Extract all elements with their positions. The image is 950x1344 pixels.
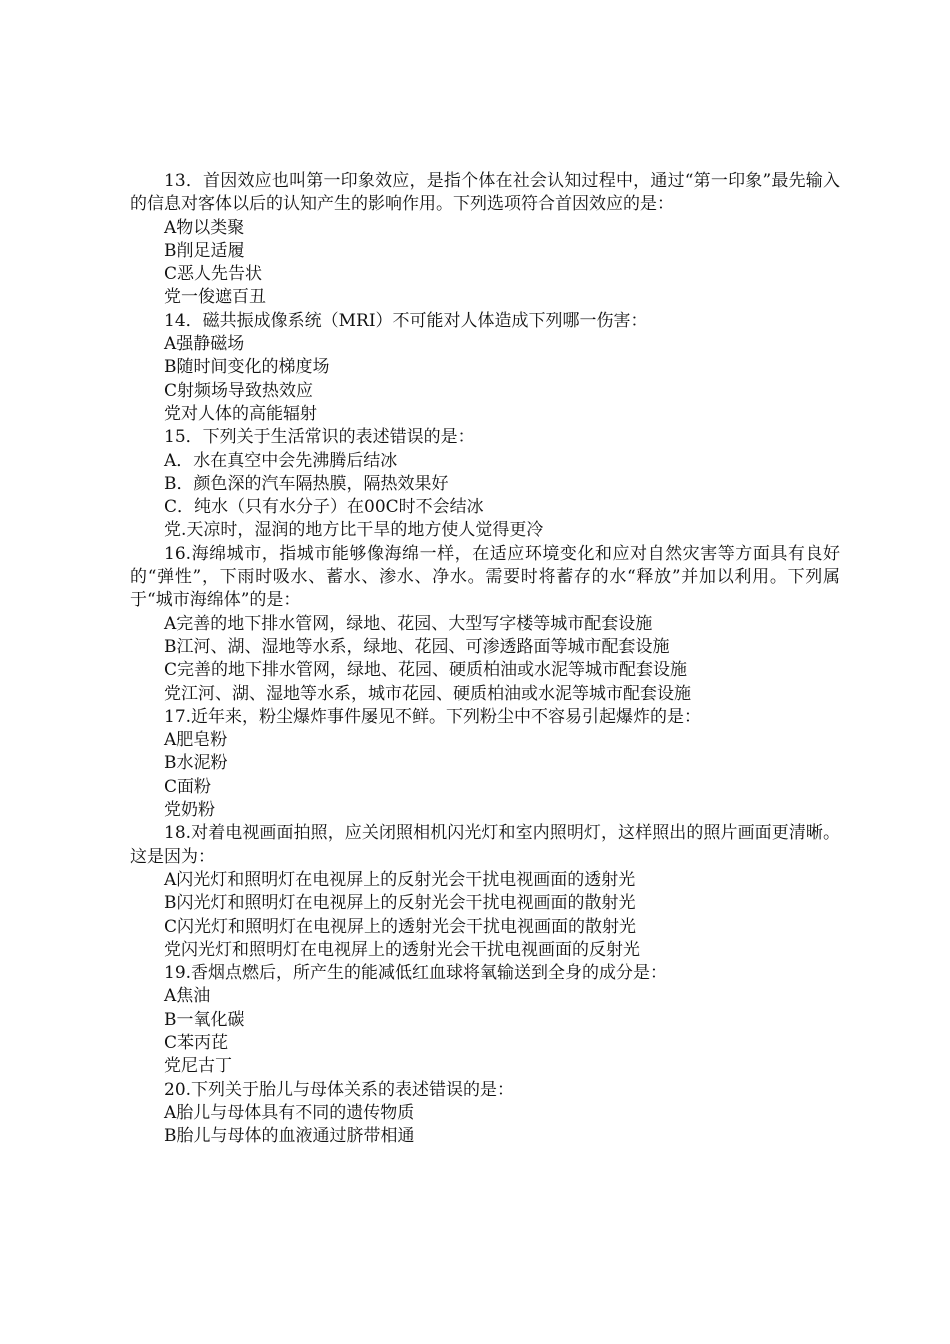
option-c: C苯丙芘 xyxy=(164,1032,229,1053)
question-stem: 19.香烟点燃后，所产生的能减低红血球将氧输送到全身的成分是： xyxy=(164,963,668,984)
option-a: A强静磁场 xyxy=(164,334,245,355)
question-stem: 13．首因效应也叫第一印象效应，是指个体在社会认知过程中，通过“第一印象”最先输入的信息对客体以后的认知产生的影响作用。下列选项符合首因效应的是： xyxy=(130,171,840,215)
option-a: A完善的地下排水管网，绿地、花园、大型写字楼等城市配套设施 xyxy=(164,613,653,634)
question-stem: 15．下列关于生活常识的表述错误的是： xyxy=(164,427,475,448)
option-c: C面粉 xyxy=(164,776,212,797)
option-c: C射频场导致热效应 xyxy=(164,380,314,401)
document-page xyxy=(130,170,840,1148)
option-d: 党闪光灯和照明灯在电视屏上的透射光会干扰电视画面的反射光 xyxy=(164,939,640,960)
option-b: B闪光灯和照明灯在电视屏上的反射光会干扰电视画面的散射光 xyxy=(164,893,636,914)
option-d: 党奶粉 xyxy=(164,800,215,821)
option-b: B．颜色深的汽车隔热膜，隔热效果好 xyxy=(164,473,449,494)
option-b: B江河、湖、湿地等水系，绿地、花园、可渗透路面等城市配套设施 xyxy=(164,636,670,657)
question-17 xyxy=(130,706,840,822)
option-b: B削足适履 xyxy=(164,240,245,261)
option-d: 党对人体的高能辐射 xyxy=(164,403,317,424)
question-stem: 16.海绵城市，指城市能够像海绵一样，在适应环境变化和应对自然灾害等方面具有良好的“弹性”，下雨时吸水、蓄水、渗水、净水。需要时将蓄存的水“释放”并加以利用。下列属于“城市海绵体”的是： xyxy=(130,543,840,611)
question-stem: 18.对着电视画面拍照，应关闭照相机闪光灯和室内照明灯，这样照出的照片画面更清晰。这是因为： xyxy=(130,823,840,867)
question-13 xyxy=(130,170,840,310)
option-a: A．水在真空中会先沸腾后结冰 xyxy=(164,450,398,471)
question-15 xyxy=(130,426,840,542)
option-a: A肥皂粉 xyxy=(164,730,228,751)
question-stem: 17.近年来，粉尘爆炸事件屡见不鲜。下列粉尘中不容易引起爆炸的是： xyxy=(164,706,702,727)
option-b: B随时间变化的梯度场 xyxy=(164,357,330,378)
option-a: A焦油 xyxy=(164,986,211,1007)
option-d: 党尼古丁 xyxy=(164,1056,232,1077)
option-d: 党.天凉时，湿润的地方比干旱的地方使人觉得更冷 xyxy=(164,520,544,541)
question-stem: 14．磁共振成像系统（MRI）不可能对人体造成下列哪一伤害： xyxy=(164,310,648,331)
question-16 xyxy=(130,543,840,706)
question-20 xyxy=(130,1079,840,1149)
option-d: 党一俊遮百丑 xyxy=(164,287,266,308)
question-stem: 20.下列关于胎儿与母体关系的表述错误的是： xyxy=(164,1079,515,1100)
option-c: C．纯水（只有水分子）在00C时不会结冰 xyxy=(164,497,484,518)
option-c: C恶人先告状 xyxy=(164,264,263,285)
option-a: A闪光灯和照明灯在电视屏上的反射光会干扰电视画面的透射光 xyxy=(164,869,636,890)
option-a: A胎儿与母体具有不同的遗传物质 xyxy=(164,1102,415,1123)
option-d: 党江河、湖、湿地等水系，城市花园、硬质柏油或水泥等城市配套设施 xyxy=(164,683,691,704)
option-b: B胎儿与母体的血液通过脐带相通 xyxy=(164,1126,415,1147)
question-19 xyxy=(130,962,840,1078)
option-a: A物以类聚 xyxy=(164,217,245,238)
option-b: B水泥粉 xyxy=(164,753,228,774)
option-b: B一氧化碳 xyxy=(164,1009,245,1030)
question-18 xyxy=(130,822,840,962)
option-c: C完善的地下排水管网，绿地、花园、硬质柏油或水泥等城市配套设施 xyxy=(164,660,688,681)
option-c: C闪光灯和照明灯在电视屏上的透射光会干扰电视画面的散射光 xyxy=(164,916,637,937)
question-14 xyxy=(130,310,840,426)
